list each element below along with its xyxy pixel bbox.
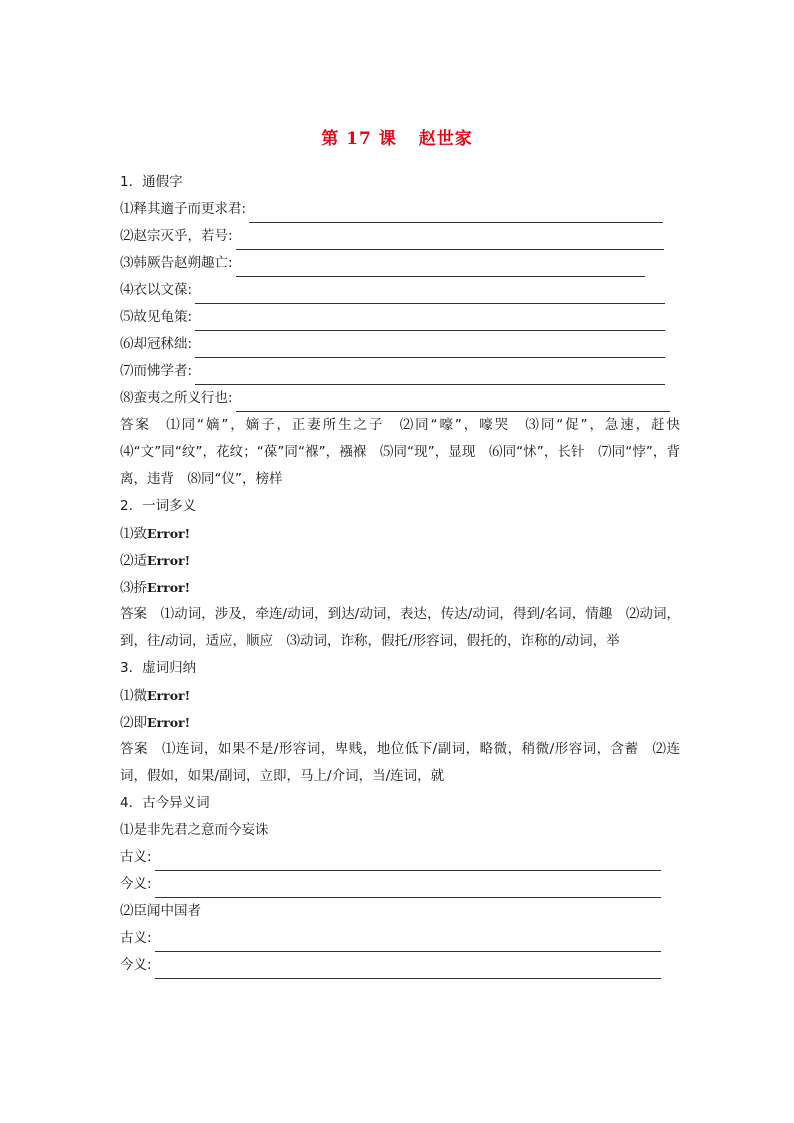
fill-item [120, 952, 680, 979]
item-label: ⑵即 [120, 715, 147, 731]
fill-item [120, 223, 680, 250]
error-field: Error! [147, 553, 191, 568]
fill-item [120, 871, 680, 898]
answer-blank[interactable] [195, 310, 665, 331]
gu-label: 古义: [120, 849, 152, 865]
item-label: ⑵适 [120, 553, 147, 569]
error-field: Error! [147, 580, 191, 595]
section-heading-gujinyiyici: 4．古今异义词 [120, 795, 210, 811]
item-label: ⑴释其適子而更求君: [120, 201, 247, 217]
error-field: Error! [147, 688, 191, 703]
fill-item [120, 277, 680, 304]
item-label: ⑻蛮夷之所义行也: [120, 390, 233, 406]
question-item: ⑴是非先君之意而今妄诛 [120, 822, 269, 838]
fill-item [120, 925, 680, 952]
answer-blank[interactable] [236, 229, 664, 250]
answer-blank[interactable] [155, 877, 661, 898]
answer-blank[interactable] [195, 337, 665, 358]
answer-blank[interactable] [236, 256, 645, 277]
answer-paragraph: 答案 ⑴同“嫡”，嫡子，正妻所生之子 ⑵同“嚎”，嚎哭 ⑶同“促”，急速，赶快 ⑷“文”同“纹”，花纹；“葆”同“褓”，襁褓 ⑸同“现”，显现 ⑹同“怵”，长针 ⑺同“悖”，背离，违背 ⑻同“仪”，榜样 [120, 417, 694, 487]
item-label: ⑶韩厥告赵朔趣亡: [120, 255, 233, 271]
answer-blank[interactable] [195, 364, 665, 385]
function-word-item [120, 682, 680, 709]
fill-item [120, 196, 680, 223]
error-field: Error! [147, 526, 191, 541]
answer-blank[interactable] [155, 850, 661, 871]
item-label: ⑹却冠秫绌: [120, 336, 193, 352]
answer-paragraph: 答案 ⑴动词，涉及，牵连/动词，到达/动词，表达，传达/动词，得到/名词，情趣 ⑵动词，到，往/动词，适应，顺应 ⑶动词，诈称，假托/形容词，假托的，诈称的/动词，举 [120, 606, 680, 649]
item-label: ⑴致 [120, 526, 147, 542]
jin-label: 今义: [120, 957, 152, 973]
item-label: ⑺而怫学者: [120, 363, 193, 379]
item-label: ⑵赵宗灭乎，若号: [120, 228, 233, 244]
section-heading-tongjiazi: 1．通假字 [120, 174, 183, 190]
answer-blank[interactable] [195, 283, 665, 304]
answer-blank[interactable] [155, 931, 661, 952]
worksheet-content [120, 169, 694, 979]
fill-item [120, 358, 680, 385]
section-heading-xucigunna: 3．虚词归纳 [120, 660, 197, 676]
polysemy-item [120, 574, 680, 601]
question-item: ⑵臣闻中国者 [120, 903, 201, 919]
page-title [0, 124, 794, 149]
answer-blank[interactable] [249, 202, 663, 223]
answer-paragraph: 答案 ⑴连词，如果不是/形容词，卑贱，地位低下/副词，略微，稍微/形容词，含蓄 ⑵连词，假如，如果/副词，立即，马上/介词，当/连词，就 [120, 741, 680, 784]
fill-item [120, 331, 680, 358]
item-label: ⑸故见龟策: [120, 309, 193, 325]
fill-item [120, 304, 680, 331]
jin-label: 今义: [120, 876, 152, 892]
lesson-number: 第 17 课 [321, 129, 397, 149]
item-label: ⑶挢 [120, 580, 147, 596]
fill-item [120, 844, 680, 871]
item-label: ⑷衣以文葆: [120, 282, 193, 298]
gu-label: 古义: [120, 930, 152, 946]
section-heading-yiciduoyi: 2．一词多义 [120, 498, 197, 514]
polysemy-item [120, 547, 680, 574]
error-field: Error! [147, 715, 191, 730]
answer-blank[interactable] [155, 958, 661, 979]
item-label: ⑴微 [120, 688, 147, 704]
lesson-name: 赵世家 [418, 129, 473, 149]
polysemy-item [120, 520, 680, 547]
fill-item [120, 250, 680, 277]
answer-blank[interactable] [236, 391, 670, 412]
fill-item [120, 385, 680, 412]
function-word-item [120, 709, 680, 736]
